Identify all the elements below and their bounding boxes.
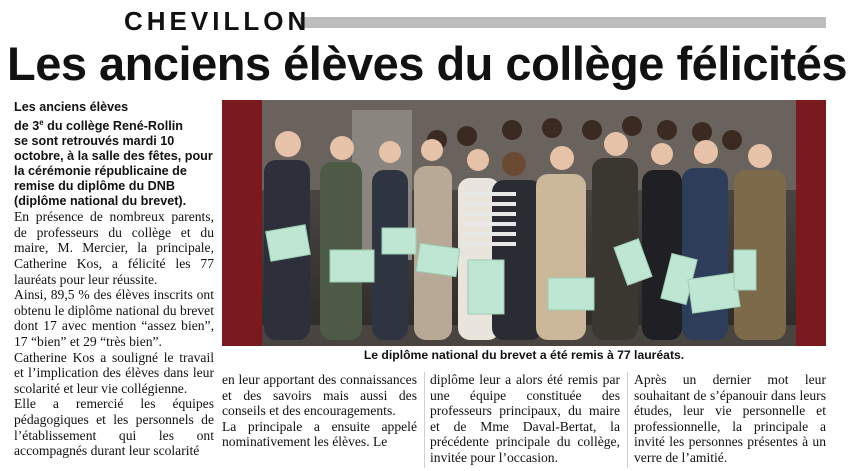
graduates-photo-illustration [222,100,826,346]
column-divider [627,372,628,468]
lead-line-1: Les anciens élèves [14,100,129,114]
lead-line-2-pre: de 3 [14,119,40,134]
article-column-2 [222,372,417,450]
lead-superscript: e [39,118,44,127]
kicker-text: CHEVILLON [124,6,311,36]
lead-rest: se sont retrouvés mardi 10 octobre, à la salle des fêtes, pour la cérémonie républicaine de remise du diplôme du DNB (diplôme national du brevet). [14,134,213,209]
students-group [264,158,786,340]
lead-line-2-post: du collège René-Rollin [43,119,183,134]
column-divider [424,372,425,468]
left-curtain [222,100,262,346]
kicker-rule [300,17,826,28]
article-column-3 [430,372,620,466]
article-column-4 [634,372,826,466]
body-paragraph: en leur apportant des connaissances et des savoirs mais aussi des conseils et des encouragements. [222,372,417,419]
article-photo [222,100,826,346]
body-paragraph: Après un dernier mot leur souhaitant de s’épanouir dans leurs études, leur vie personnelle et professionnelle, la principale a invité les personnes présentes à un verre de l’amitié. [634,372,826,465]
body-paragraph: En présence de nombreux parents, de professeurs du collège et du maire, M. Mercier, la principale, Catherine Kos, a félicité les 77 lauréats pour leur réussite. [14,209,214,287]
article-lead [14,100,214,209]
lead-line-2 [14,115,214,134]
photo-caption: Le diplôme national du brevet a été remis à 77 lauréats. [363,348,685,362]
body-paragraph: La principale a ensuite appelé nominativement les élèves. Le [222,418,417,450]
body-paragraph: Ainsi, 89,5 % des élèves inscrits ont obtenu le diplôme national du brevet dont 17 avec mention “assez bien”, 17 “bien” et 29 “très bien”. [14,287,214,349]
article-column-1 [14,100,214,459]
right-curtain [796,100,826,346]
body-paragraph: diplôme leur a alors été remis par une équipe constituée des professeurs principaux, du maire et de Mme Daval-Bertat, la précédente principale du collège, invitée pour l’occasion. [430,372,620,465]
article-headline: Les anciens élèves du collège félicités [7,37,847,90]
body-paragraph: Catherine Kos a souligné le travail et l’implication des élèves dans leur scolarité et leur vie collégienne. [14,349,214,396]
section-kicker [0,4,854,36]
body-paragraph: Elle a remercié les équipes pédagogiques et les personnels de l’établissement qui les ont accompagnés durant leur scolarité [14,396,214,459]
